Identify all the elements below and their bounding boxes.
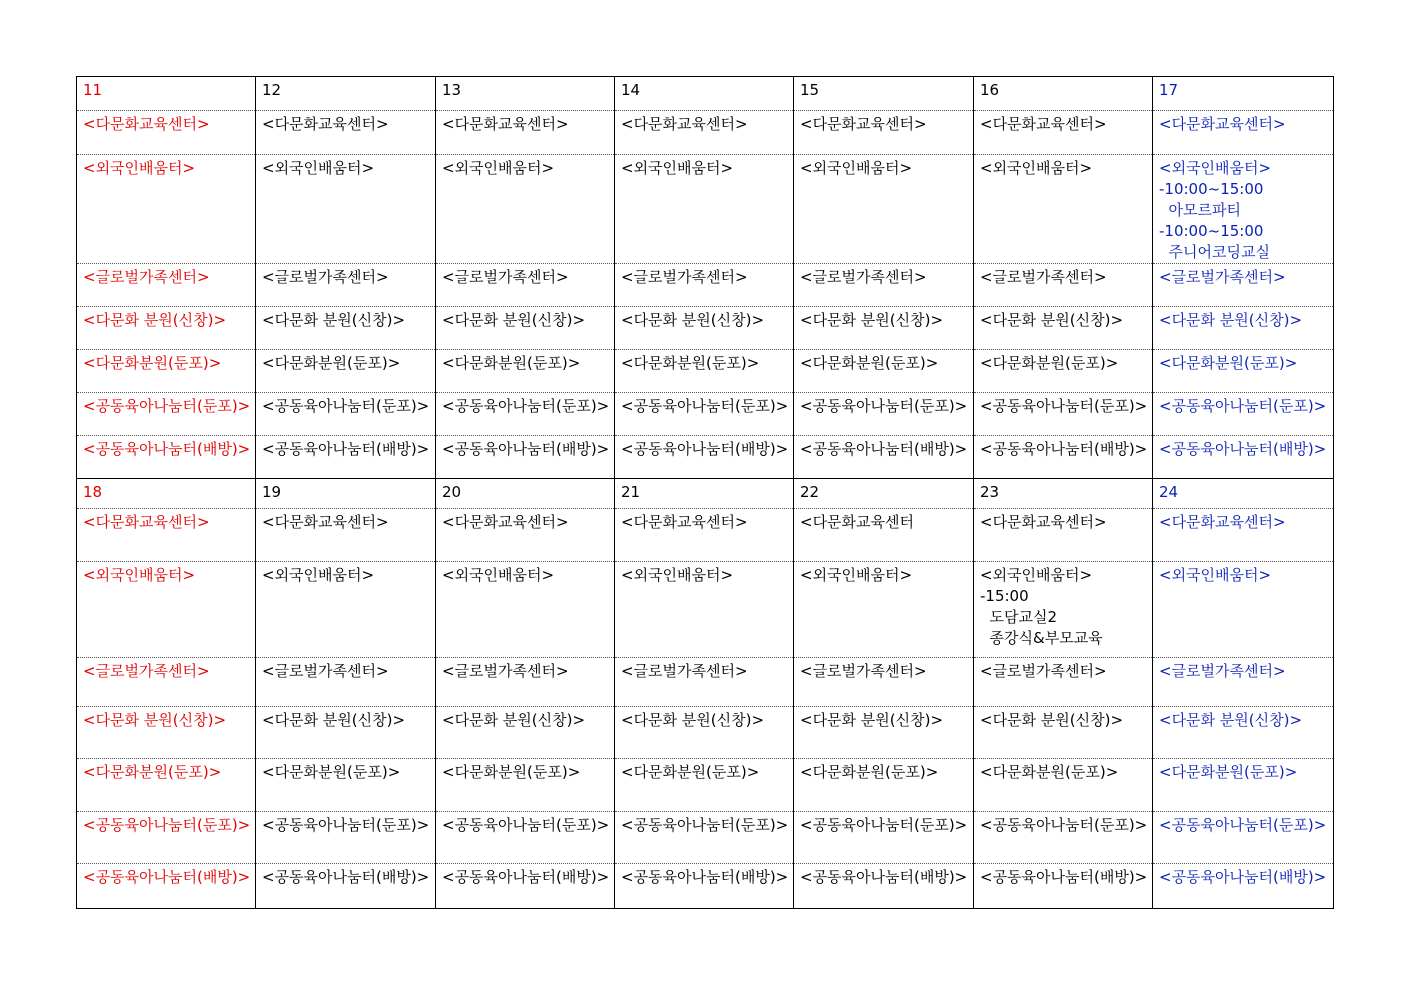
schedule-cell xyxy=(77,155,256,264)
schedule-entry: <다문화교육센터> xyxy=(442,513,569,531)
schedule-cell xyxy=(615,812,794,864)
schedule-cell xyxy=(1153,707,1334,759)
schedule-entry: <글로벌가족센터> xyxy=(800,268,927,286)
schedule-entry: <외국인배움터> xyxy=(621,566,734,584)
schedule-row-branch-dunpo xyxy=(77,350,1334,393)
date-cell: 13 xyxy=(436,77,615,111)
schedule-cell xyxy=(974,658,1153,707)
schedule-cell xyxy=(436,264,615,307)
schedule-row-childcare-baebang xyxy=(77,864,1334,909)
schedule-entry: <다문화 분원(신창)> xyxy=(1159,711,1303,729)
schedule-cell xyxy=(615,350,794,393)
schedule-entry: <글로벌가족센터> xyxy=(621,662,748,680)
schedule-entry: <다문화교육센터> xyxy=(1159,115,1286,133)
schedule-entry: <외국인배움터> xyxy=(83,566,196,584)
schedule-entry: <외국인배움터> xyxy=(800,566,913,584)
schedule-entry: <다문화교육센터 xyxy=(800,513,914,531)
schedule-entry: <공동육아나눔터(둔포)> xyxy=(800,816,968,834)
schedule-row-childcare-baebang xyxy=(77,436,1334,479)
schedule-cell xyxy=(1153,155,1334,264)
schedule-cell xyxy=(436,562,615,658)
schedule-entry: <다문화분원(둔포)> xyxy=(621,354,760,372)
schedule-entry: <다문화교육센터> xyxy=(980,115,1107,133)
schedule-entry: <공동육아나눔터(둔포)> xyxy=(1159,816,1327,834)
schedule-entry: <다문화 분원(신창)> xyxy=(262,711,406,729)
schedule-entry: <공동육아나눔터(배방)> xyxy=(800,440,968,458)
schedule-cell xyxy=(794,562,974,658)
schedule-entry: <다문화 분원(신창)> xyxy=(262,311,406,329)
date-cell: 22 xyxy=(794,479,974,509)
schedule-row-global-family-center xyxy=(77,658,1334,707)
schedule-cell xyxy=(615,436,794,479)
schedule-entry: <공동육아나눔터(배방)> xyxy=(621,440,789,458)
date-cell: 16 xyxy=(974,77,1153,111)
schedule-cell xyxy=(1153,111,1334,155)
date-row xyxy=(77,77,1334,111)
schedule-entry: <다문화교육센터> xyxy=(621,513,748,531)
schedule-row-foreigner-school xyxy=(77,155,1334,264)
date-cell: 11 xyxy=(77,77,256,111)
schedule-entry: <공동육아나눔터(둔포)> xyxy=(800,397,968,415)
schedule-cell xyxy=(615,759,794,812)
schedule-entry: <다문화 분원(신창)> xyxy=(442,311,586,329)
schedule-entry: <다문화 분원(신창)> xyxy=(1159,311,1303,329)
schedule-entry: <공동육아나눔터(배방)> xyxy=(800,868,968,886)
schedule-entry: 주니어코딩교실 xyxy=(1159,243,1270,261)
schedule-entry: <외국인배움터> xyxy=(800,159,913,177)
schedule-entry: <다문화교육센터> xyxy=(980,513,1107,531)
schedule-cell xyxy=(436,111,615,155)
schedule-entry: <다문화 분원(신창)> xyxy=(800,311,944,329)
schedule-cell xyxy=(77,436,256,479)
schedule-entry: <다문화분원(둔포)> xyxy=(83,763,222,781)
schedule-row-childcare-dunpo xyxy=(77,393,1334,436)
schedule-cell xyxy=(794,350,974,393)
date-cell: 12 xyxy=(256,77,436,111)
schedule-entry: <다문화분원(둔포)> xyxy=(262,763,401,781)
schedule-entry: <공동육아나눔터(배방)> xyxy=(262,440,430,458)
schedule-entry: <외국인배움터> xyxy=(1159,566,1272,584)
schedule-entry: <공동육아나눔터(둔포)> xyxy=(980,397,1148,415)
schedule-cell xyxy=(794,307,974,350)
schedule-cell xyxy=(436,812,615,864)
schedule-cell xyxy=(615,155,794,264)
schedule-cell xyxy=(794,264,974,307)
schedule-cell xyxy=(436,658,615,707)
schedule-entry: <공동육아나눔터(둔포)> xyxy=(621,397,789,415)
schedule-entry: <외국인배움터> xyxy=(442,159,555,177)
schedule-entry: <공동육아나눔터(배방)> xyxy=(980,440,1148,458)
schedule-row-multicultural-center xyxy=(77,509,1334,562)
schedule-cell xyxy=(1153,264,1334,307)
date-cell: 24 xyxy=(1153,479,1334,509)
schedule-cell xyxy=(1153,562,1334,658)
schedule-entry: <글로벌가족센터> xyxy=(83,662,210,680)
schedule-cell xyxy=(256,658,436,707)
schedule-entry: <다문화 분원(신창)> xyxy=(980,311,1124,329)
schedule-entry: <공동육아나눔터(둔포)> xyxy=(442,816,610,834)
schedule-entry: <공동육아나눔터(배방)> xyxy=(83,440,251,458)
schedule-row-multicultural-center xyxy=(77,111,1334,155)
schedule-entry: -10:00~15:00 xyxy=(1159,222,1264,240)
schedule-row-branch-dunpo xyxy=(77,759,1334,812)
schedule-entry: <공동육아나눔터(둔포)> xyxy=(262,816,430,834)
schedule-entry: <다문화교육센터> xyxy=(800,115,927,133)
schedule-cell xyxy=(1153,812,1334,864)
schedule-cell xyxy=(256,707,436,759)
date-cell: 19 xyxy=(256,479,436,509)
schedule-cell xyxy=(256,562,436,658)
date-cell: 21 xyxy=(615,479,794,509)
schedule-cell xyxy=(615,111,794,155)
schedule-cell xyxy=(974,864,1153,909)
schedule-cell xyxy=(974,155,1153,264)
schedule-entry: <다문화교육센터> xyxy=(83,115,210,133)
schedule-cell xyxy=(77,393,256,436)
schedule-entry: <다문화분원(둔포)> xyxy=(262,354,401,372)
schedule-entry: <외국인배움터> xyxy=(442,566,555,584)
schedule-cell xyxy=(77,759,256,812)
schedule-entry: <공동육아나눔터(배방)> xyxy=(442,868,610,886)
schedule-cell xyxy=(436,864,615,909)
schedule-entry: <글로벌가족센터> xyxy=(442,662,569,680)
date-cell: 17 xyxy=(1153,77,1334,111)
schedule-cell xyxy=(974,707,1153,759)
calendar-table xyxy=(76,76,1334,909)
schedule-cell xyxy=(77,307,256,350)
schedule-cell xyxy=(794,864,974,909)
schedule-cell xyxy=(256,812,436,864)
schedule-entry: <외국인배움터> xyxy=(262,159,375,177)
schedule-entry: <다문화 분원(신창)> xyxy=(83,311,227,329)
schedule-cell xyxy=(615,658,794,707)
schedule-cell xyxy=(794,509,974,562)
schedule-cell xyxy=(1153,658,1334,707)
date-cell: 14 xyxy=(615,77,794,111)
schedule-entry: <다문화교육센터> xyxy=(442,115,569,133)
schedule-entry: <다문화교육센터> xyxy=(262,513,389,531)
schedule-entry: 도담교실2 xyxy=(980,608,1058,626)
schedule-entry: <다문화분원(둔포)> xyxy=(621,763,760,781)
schedule-cell xyxy=(794,436,974,479)
schedule-cell xyxy=(256,509,436,562)
schedule-entry: 종강식&부모교육 xyxy=(980,629,1103,647)
schedule-cell xyxy=(974,436,1153,479)
schedule-entry: <다문화분원(둔포)> xyxy=(800,763,939,781)
schedule-entry: <글로벌가족센터> xyxy=(980,268,1107,286)
date-cell: 15 xyxy=(794,77,974,111)
schedule-entry: <외국인배움터> xyxy=(83,159,196,177)
schedule-cell xyxy=(77,864,256,909)
schedule-entry: <다문화교육센터> xyxy=(1159,513,1286,531)
schedule-cell xyxy=(794,812,974,864)
schedule-entry: <외국인배움터> xyxy=(621,159,734,177)
schedule-cell xyxy=(436,759,615,812)
schedule-entry: <공동육아나눔터(배방)> xyxy=(442,440,610,458)
schedule-cell xyxy=(974,812,1153,864)
schedule-entry: <다문화 분원(신창)> xyxy=(442,711,586,729)
schedule-cell xyxy=(256,436,436,479)
schedule-cell xyxy=(615,393,794,436)
schedule-entry: <공동육아나눔터(둔포)> xyxy=(442,397,610,415)
schedule-entry: <다문화교육센터> xyxy=(83,513,210,531)
schedule-entry: <글로벌가족센터> xyxy=(800,662,927,680)
schedule-entry: <공동육아나눔터(둔포)> xyxy=(980,816,1148,834)
schedule-entry: <글로벌가족센터> xyxy=(1159,268,1286,286)
calendar-body xyxy=(77,77,1334,909)
schedule-cell xyxy=(974,307,1153,350)
schedule-entry: <공동육아나눔터(둔포)> xyxy=(262,397,430,415)
schedule-entry: <다문화분원(둔포)> xyxy=(800,354,939,372)
schedule-cell xyxy=(794,155,974,264)
schedule-cell xyxy=(436,707,615,759)
schedule-cell xyxy=(974,393,1153,436)
schedule-entry: <다문화 분원(신창)> xyxy=(980,711,1124,729)
schedule-cell xyxy=(615,307,794,350)
schedule-cell xyxy=(256,864,436,909)
schedule-cell xyxy=(436,509,615,562)
schedule-cell xyxy=(256,350,436,393)
schedule-entry: <외국인배움터> xyxy=(262,566,375,584)
schedule-entry: <공동육아나눔터(둔포)> xyxy=(83,397,251,415)
schedule-entry: <다문화 분원(신창)> xyxy=(621,711,765,729)
schedule-row-branch-sinchang xyxy=(77,307,1334,350)
schedule-entry: <다문화 분원(신창)> xyxy=(83,711,227,729)
schedule-row-global-family-center xyxy=(77,264,1334,307)
schedule-cell xyxy=(794,759,974,812)
schedule-cell xyxy=(1153,350,1334,393)
schedule-entry: <다문화교육센터> xyxy=(621,115,748,133)
schedule-cell xyxy=(77,707,256,759)
schedule-entry: <글로벌가족센터> xyxy=(621,268,748,286)
schedule-cell xyxy=(974,759,1153,812)
schedule-cell xyxy=(256,759,436,812)
schedule-entry: <공동육아나눔터(둔포)> xyxy=(621,816,789,834)
schedule-entry: <글로벌가족센터> xyxy=(980,662,1107,680)
schedule-cell xyxy=(256,155,436,264)
schedule-cell xyxy=(77,264,256,307)
schedule-entry: <글로벌가족센터> xyxy=(262,268,389,286)
schedule-entry: <공동육아나눔터(배방)> xyxy=(621,868,789,886)
schedule-cell xyxy=(615,864,794,909)
schedule-cell xyxy=(1153,436,1334,479)
schedule-cell xyxy=(77,350,256,393)
date-cell: 23 xyxy=(974,479,1153,509)
schedule-entry: <다문화분원(둔포)> xyxy=(442,354,581,372)
schedule-entry: <공동육아나눔터(배방)> xyxy=(262,868,430,886)
schedule-cell xyxy=(974,111,1153,155)
schedule-cell xyxy=(436,307,615,350)
schedule-entry: 아모르파티 xyxy=(1159,201,1241,219)
schedule-entry: <공동육아나눔터(배방)> xyxy=(1159,440,1327,458)
schedule-entry: <글로벌가족센터> xyxy=(262,662,389,680)
schedule-cell xyxy=(256,111,436,155)
schedule-entry: <다문화교육센터> xyxy=(262,115,389,133)
schedule-entry: <외국인배움터> xyxy=(980,566,1093,584)
schedule-cell xyxy=(77,562,256,658)
schedule-entry: <다문화분원(둔포)> xyxy=(1159,354,1298,372)
schedule-entry: <다문화분원(둔포)> xyxy=(980,763,1119,781)
schedule-entry: <글로벌가족센터> xyxy=(83,268,210,286)
schedule-cell xyxy=(1153,509,1334,562)
schedule-entry: <공동육아나눔터(둔포)> xyxy=(1159,397,1327,415)
schedule-cell xyxy=(256,393,436,436)
schedule-cell xyxy=(1153,759,1334,812)
schedule-cell xyxy=(77,509,256,562)
schedule-cell xyxy=(256,264,436,307)
schedule-cell xyxy=(77,111,256,155)
schedule-entry: -10:00~15:00 xyxy=(1159,180,1264,198)
schedule-entry: <다문화 분원(신창)> xyxy=(621,311,765,329)
schedule-cell xyxy=(974,264,1153,307)
schedule-entry: <다문화분원(둔포)> xyxy=(442,763,581,781)
schedule-entry: <공동육아나눔터(배방)> xyxy=(980,868,1148,886)
schedule-entry: <다문화분원(둔포)> xyxy=(980,354,1119,372)
schedule-cell xyxy=(256,307,436,350)
schedule-entry: <다문화 분원(신창)> xyxy=(800,711,944,729)
schedule-cell xyxy=(794,111,974,155)
schedule-cell xyxy=(436,155,615,264)
schedule-entry: <글로벌가족센터> xyxy=(442,268,569,286)
schedule-entry: <외국인배움터> xyxy=(980,159,1093,177)
schedule-cell xyxy=(436,350,615,393)
schedule-entry: <공동육아나눔터(배방)> xyxy=(83,868,251,886)
schedule-cell xyxy=(794,707,974,759)
schedule-entry: <공동육아나눔터(둔포)> xyxy=(83,816,251,834)
schedule-cell xyxy=(77,658,256,707)
schedule-entry: -15:00 xyxy=(980,587,1029,605)
date-cell: 20 xyxy=(436,479,615,509)
schedule-cell xyxy=(1153,393,1334,436)
schedule-cell xyxy=(974,350,1153,393)
schedule-cell xyxy=(1153,307,1334,350)
schedule-cell xyxy=(615,264,794,307)
schedule-entry: <외국인배움터> xyxy=(1159,159,1272,177)
schedule-cell xyxy=(615,509,794,562)
schedule-cell xyxy=(436,436,615,479)
schedule-cell xyxy=(974,562,1153,658)
date-row xyxy=(77,479,1334,509)
schedule-cell xyxy=(794,393,974,436)
schedule-cell xyxy=(974,509,1153,562)
schedule-entry: <다문화분원(둔포)> xyxy=(83,354,222,372)
schedule-cell xyxy=(615,707,794,759)
schedule-cell xyxy=(794,658,974,707)
schedule-entry: <글로벌가족센터> xyxy=(1159,662,1286,680)
schedule-row-foreigner-school xyxy=(77,562,1334,658)
schedule-cell xyxy=(615,562,794,658)
schedule-cell xyxy=(77,812,256,864)
date-cell: 18 xyxy=(77,479,256,509)
schedule-cell xyxy=(436,393,615,436)
schedule-entry: <다문화분원(둔포)> xyxy=(1159,763,1298,781)
schedule-row-childcare-dunpo xyxy=(77,812,1334,864)
schedule-cell xyxy=(1153,864,1334,909)
schedule-entry: <공동육아나눔터(배방)> xyxy=(1159,868,1327,886)
schedule-row-branch-sinchang xyxy=(77,707,1334,759)
